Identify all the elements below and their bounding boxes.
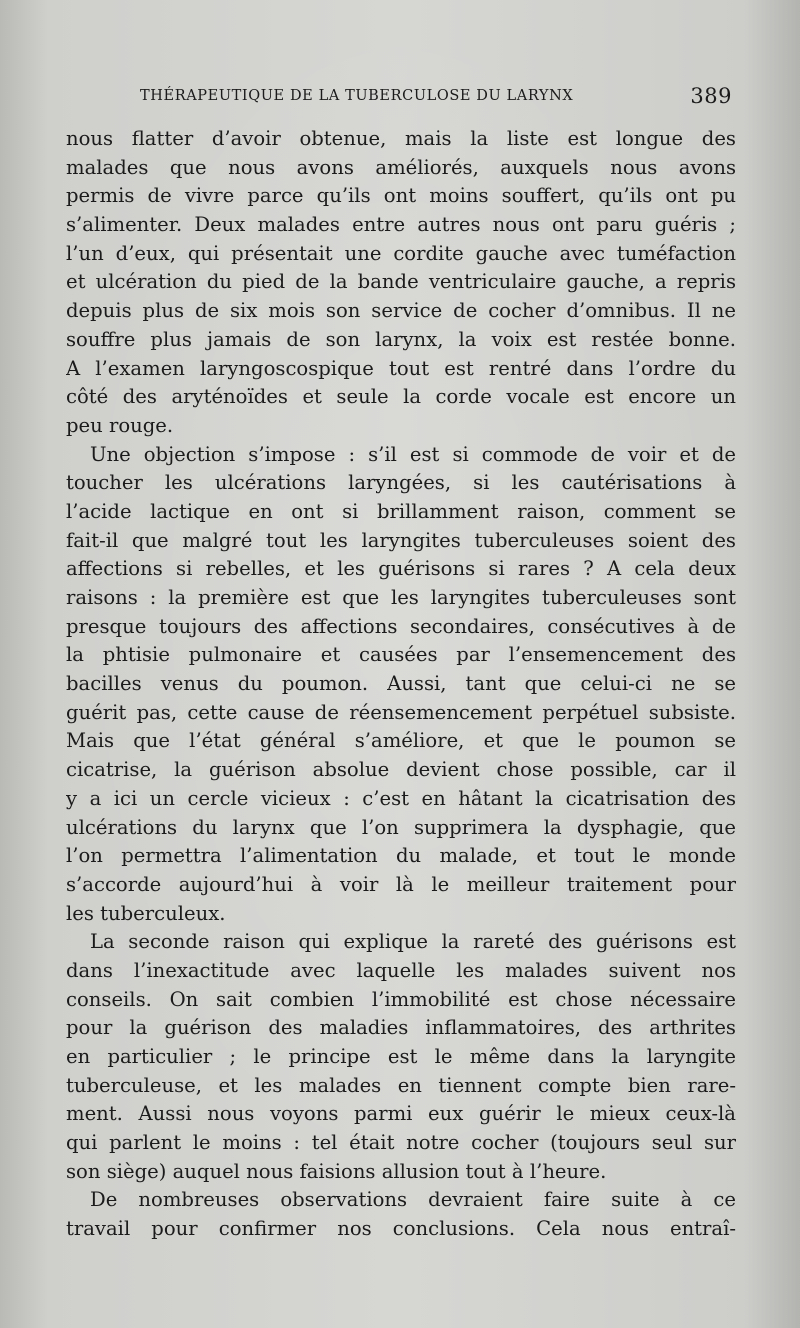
text-line: l’on permettra l’alimentation du malade, et tout le monde (66, 844, 736, 868)
text-line: qui parlent le moins : tel était notre cocher (toujours seul sur (66, 1131, 736, 1155)
text-line: nous flatter d’avoir obtenue, mais la liste est longue des (66, 127, 736, 150)
text-line: s’alimenter. Deux malades entre autres nous ont paru guéris ; (66, 213, 736, 237)
text-line: côté des aryténoïdes et seule la corde vocale est encore un (66, 385, 736, 409)
text-line: raisons : la première est que les laryngites tuberculeuses sont (66, 586, 736, 609)
page-header (140, 86, 740, 114)
body-text (66, 125, 736, 1244)
text-line: son siège) auquel nous faisions allusion tout à l’heure. (66, 1159, 607, 1183)
text-line: fait-il que malgré tout les laryngites tuberculeuses soient des (66, 528, 736, 552)
text-line: cicatrise, la guérison absolue devient chose possible, car il (66, 758, 736, 782)
text-line: ulcérations du larynx que l’on supprimera la dysphagie, que (66, 815, 736, 839)
page-number: 389 (690, 84, 732, 108)
text-line: l’acide lactique en ont si brillamment raison, comment se (66, 499, 736, 523)
text-line: souffre plus jamais de son larynx, la voix est restée bonne. (66, 327, 736, 351)
text-line: A l’examen laryngoscospique tout est rentré dans l’ordre du (66, 356, 736, 380)
text-line: De nombreuses observations devraient faire suite à ce (90, 1188, 736, 1212)
text-line: dans l’inexactitude avec laquelle les malades suivent nos (66, 958, 736, 982)
text-line: les tuberculeux. (66, 901, 226, 925)
text-line: guérit pas, cette cause de réensemencement perpétuel subsiste. (66, 700, 736, 724)
text-line: conseils. On sait combien l’immobilité est chose nécessaire (66, 987, 736, 1011)
text-line: l’un d’eux, qui présentait une cordite gauche avec tuméfaction (66, 241, 736, 265)
text-line: Mais que l’état général s’améliore, et que le poumon se (66, 729, 736, 753)
text-line: la phtisie pulmonaire et causées par l’ensemencement des (66, 643, 736, 667)
text-line: permis de vivre parce qu’ils ont moins souffert, qu’ils ont pu (66, 184, 736, 208)
text-line: toucher les ulcérations laryngées, si les cautérisations à (66, 471, 736, 495)
text-line: peu rouge. (66, 413, 174, 437)
text-line: presque toujours des affections secondaires, consécutives à de (66, 614, 736, 638)
text-line: travail pour confirmer nos conclusions. Cela nous entraî- (66, 1217, 736, 1241)
paragraph-3 (66, 928, 736, 1186)
text-line: y a ici un cercle vicieux : c’est en hâtant la cicatrisation des (66, 786, 736, 810)
text-line: s’accorde aujourd’hui à voir là le meilleur traitement pour (66, 872, 736, 896)
text-line: tuberculeuse, et les malades en tiennent compte bien rare- (66, 1073, 736, 1097)
paragraph-4 (66, 1186, 736, 1243)
text-line: malades que nous avons améliorés, auxquels nous avons (66, 155, 736, 179)
text-line: et ulcération du pied de la bande ventriculaire gauche, a repris (66, 270, 736, 294)
text-line: affections si rebelles, et les guérisons si rares ? A cela deux (66, 557, 736, 581)
text-line: en particulier ; le principe est le même dans la laryngite (66, 1045, 736, 1068)
text-line: pour la guérison des maladies inflammatoires, des arthrites (66, 1016, 736, 1040)
text-line: La seconde raison qui explique la rareté des guérisons est (90, 930, 736, 954)
text-line: depuis plus de six mois son service de cocher d’omnibus. Il ne (66, 299, 736, 323)
text-line: ment. Aussi nous voyons parmi eux guérir le mieux ceux-là (66, 1102, 736, 1126)
text-line: bacilles venus du poumon. Aussi, tant que celui-ci ne se (66, 672, 736, 696)
text-line: Une objection s’impose : s’il est si commode de voir et de (90, 442, 736, 466)
running-title: THÉRAPEUTIQUE DE LA TUBERCULOSE DU LARYNX (140, 88, 574, 104)
paragraph-1 (66, 125, 736, 441)
paragraph-2 (66, 441, 736, 929)
